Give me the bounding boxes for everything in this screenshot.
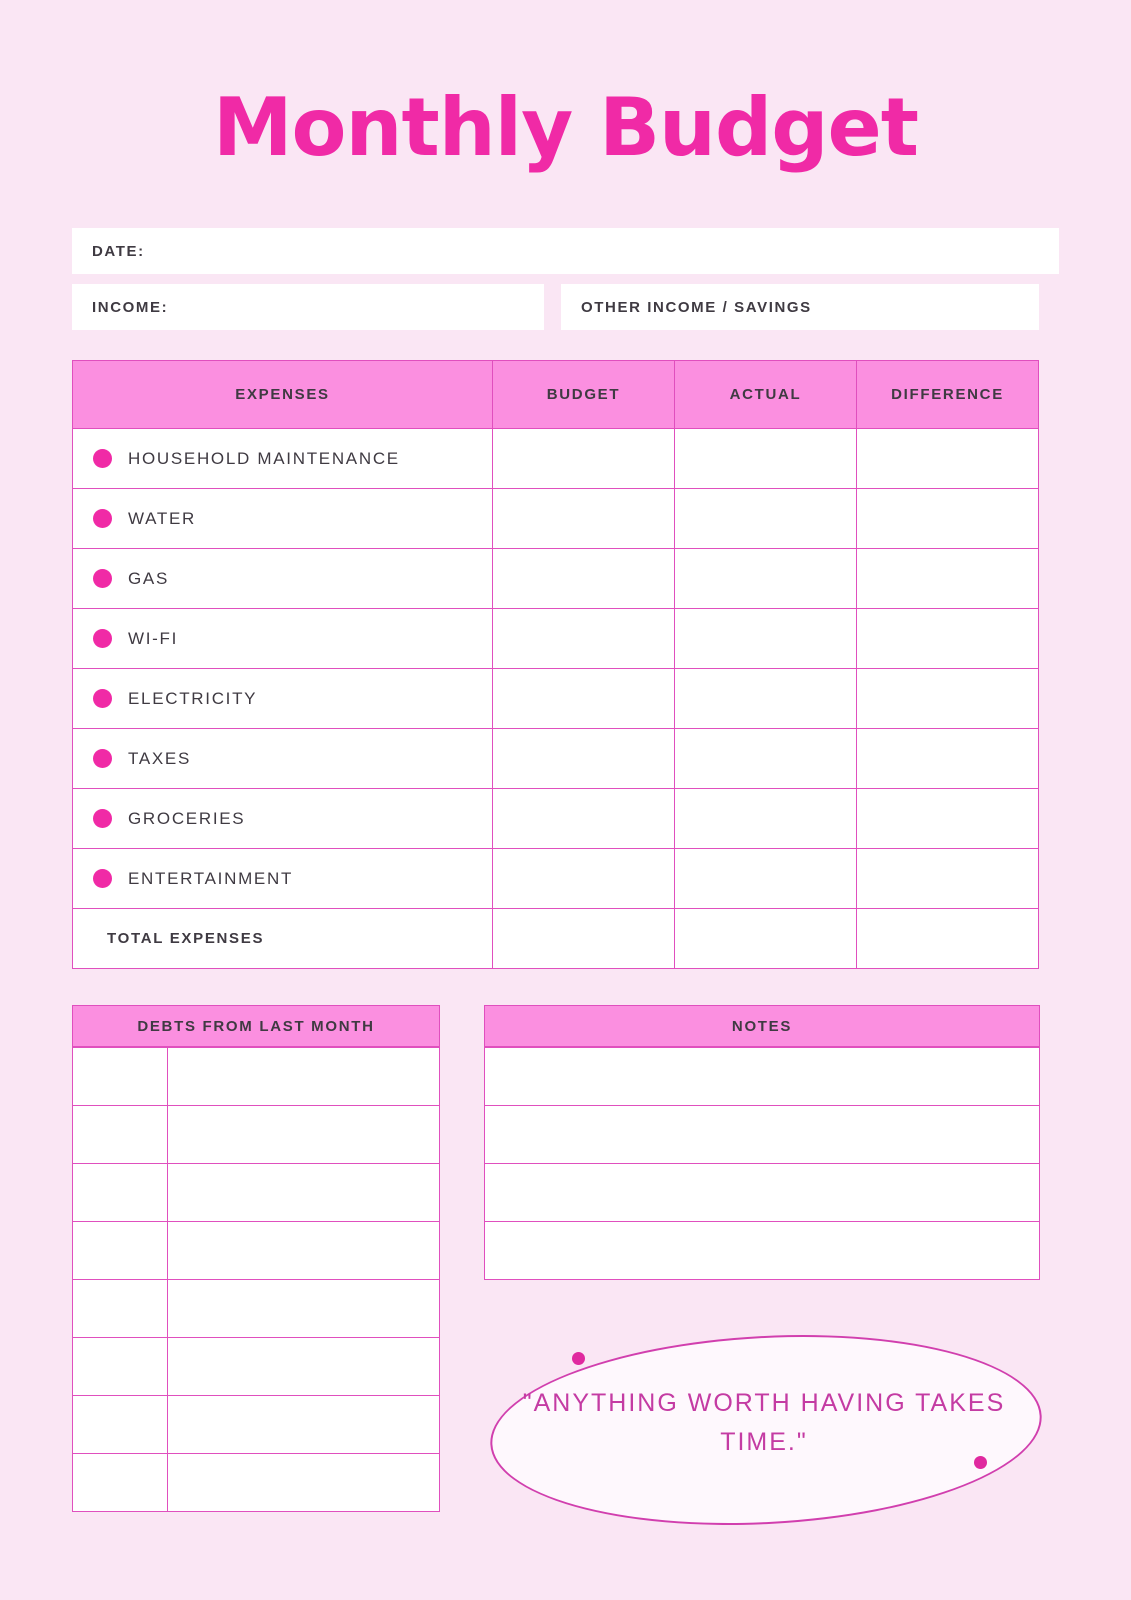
debt-amount-cell[interactable]	[73, 1396, 168, 1454]
expense-name-cell	[73, 429, 493, 489]
expense-budget-cell[interactable]	[493, 429, 675, 489]
expense-actual-cell[interactable]	[675, 849, 857, 909]
note-line-cell[interactable]	[485, 1048, 1040, 1106]
bullet-dot-icon	[93, 629, 112, 648]
total-fill-cell	[493, 909, 675, 969]
income-field[interactable]	[72, 284, 544, 330]
date-field[interactable]	[72, 228, 1059, 274]
debt-description-cell[interactable]	[168, 1338, 440, 1396]
header-actual: ACTUAL	[675, 361, 857, 429]
table-row	[73, 1454, 440, 1512]
note-line-cell[interactable]	[485, 1222, 1040, 1280]
debts-table	[72, 1047, 440, 1512]
table-row	[73, 669, 1039, 729]
expense-budget-cell[interactable]	[493, 789, 675, 849]
bullet-dot-icon	[93, 449, 112, 468]
expense-label: HOUSEHOLD MAINTENANCE	[128, 448, 400, 468]
bullet-dot-icon	[93, 509, 112, 528]
expense-label: GAS	[128, 568, 170, 588]
debt-description-cell[interactable]	[168, 1280, 440, 1338]
notes-panel	[484, 1005, 1040, 1280]
total-fill-cell	[857, 909, 1039, 969]
table-row	[73, 609, 1039, 669]
expense-difference-cell[interactable]	[857, 849, 1039, 909]
table-row	[73, 1280, 440, 1338]
expense-actual-cell[interactable]	[675, 669, 857, 729]
expense-name-cell	[73, 849, 493, 909]
total-fill-cell	[675, 909, 857, 969]
expense-label: WI-FI	[128, 628, 179, 648]
other-income-label: OTHER INCOME / SAVINGS	[581, 298, 812, 316]
debt-amount-cell[interactable]	[73, 1338, 168, 1396]
list-item	[485, 1164, 1040, 1222]
total-row	[73, 909, 1039, 969]
expenses-header-row	[73, 361, 1039, 429]
expense-label: ELECTRICITY	[128, 688, 258, 708]
debts-body	[73, 1048, 440, 1512]
quote-text: "ANYTHING WORTH HAVING TAKES TIME."	[522, 1389, 1006, 1456]
total-expenses-label: TOTAL EXPENSES	[73, 909, 493, 969]
date-field-row	[72, 228, 1059, 274]
expense-name-cell	[73, 489, 493, 549]
expense-label: WATER	[128, 508, 196, 528]
bullet-dot-icon	[93, 689, 112, 708]
note-line-cell[interactable]	[485, 1106, 1040, 1164]
debt-description-cell[interactable]	[168, 1164, 440, 1222]
expense-budget-cell[interactable]	[493, 729, 675, 789]
debt-amount-cell[interactable]	[73, 1048, 168, 1106]
bullet-dot-icon	[93, 869, 112, 888]
bullet-dot-icon	[93, 749, 112, 768]
table-row	[73, 1396, 440, 1454]
expense-difference-cell[interactable]	[857, 729, 1039, 789]
expense-budget-cell[interactable]	[493, 849, 675, 909]
header-budget: BUDGET	[493, 361, 675, 429]
quote-section	[484, 1322, 1040, 1532]
quote-dot-icon	[572, 1352, 585, 1365]
debts-panel	[72, 1005, 440, 1532]
table-row	[73, 1106, 440, 1164]
date-label: DATE:	[92, 242, 145, 260]
bullet-dot-icon	[93, 569, 112, 588]
expense-difference-cell[interactable]	[857, 489, 1039, 549]
notes-table	[484, 1047, 1040, 1280]
list-item	[485, 1048, 1040, 1106]
debt-description-cell[interactable]	[168, 1396, 440, 1454]
expenses-body	[73, 429, 1039, 969]
debt-description-cell[interactable]	[168, 1048, 440, 1106]
expense-actual-cell[interactable]	[675, 609, 857, 669]
table-row	[73, 1164, 440, 1222]
debt-amount-cell[interactable]	[73, 1106, 168, 1164]
expense-actual-cell[interactable]	[675, 429, 857, 489]
header-expenses: EXPENSES	[73, 361, 493, 429]
note-line-cell[interactable]	[485, 1164, 1040, 1222]
list-item	[485, 1106, 1040, 1164]
debt-description-cell[interactable]	[168, 1106, 440, 1164]
header-difference: DIFFERENCE	[857, 361, 1039, 429]
debt-description-cell[interactable]	[168, 1222, 440, 1280]
bottom-section	[72, 1005, 1059, 1532]
expense-name-cell	[73, 729, 493, 789]
expense-label: ENTERTAINMENT	[128, 868, 294, 888]
expense-actual-cell[interactable]	[675, 489, 857, 549]
table-row	[73, 489, 1039, 549]
table-row	[73, 789, 1039, 849]
expense-difference-cell[interactable]	[857, 549, 1039, 609]
table-row	[73, 849, 1039, 909]
expense-difference-cell[interactable]	[857, 609, 1039, 669]
debt-description-cell[interactable]	[168, 1454, 440, 1512]
expense-name-cell	[73, 789, 493, 849]
debt-amount-cell[interactable]	[73, 1280, 168, 1338]
income-label: INCOME:	[92, 298, 169, 316]
debt-amount-cell[interactable]	[73, 1164, 168, 1222]
expense-label: TAXES	[128, 748, 191, 768]
expense-budget-cell[interactable]	[493, 669, 675, 729]
expense-budget-cell[interactable]	[493, 609, 675, 669]
debt-amount-cell[interactable]	[73, 1454, 168, 1512]
table-row	[73, 1048, 440, 1106]
expense-budget-cell[interactable]	[493, 549, 675, 609]
table-row	[73, 549, 1039, 609]
notes-title: NOTES	[484, 1005, 1040, 1047]
table-row	[73, 729, 1039, 789]
expense-difference-cell[interactable]	[857, 429, 1039, 489]
expense-difference-cell[interactable]	[857, 789, 1039, 849]
expenses-table	[72, 360, 1039, 969]
expense-difference-cell[interactable]	[857, 669, 1039, 729]
bullet-dot-icon	[93, 809, 112, 828]
page-title: Monthly Budget	[212, 81, 919, 174]
table-row	[73, 1338, 440, 1396]
notes-body	[485, 1048, 1040, 1280]
expense-actual-cell[interactable]	[675, 549, 857, 609]
table-row	[73, 1222, 440, 1280]
expense-name-cell	[73, 609, 493, 669]
list-item	[485, 1222, 1040, 1280]
income-field-row	[72, 284, 1059, 330]
expense-budget-cell[interactable]	[493, 489, 675, 549]
expense-name-cell	[73, 549, 493, 609]
expense-name-cell	[73, 669, 493, 729]
table-row	[73, 429, 1039, 489]
debt-amount-cell[interactable]	[73, 1222, 168, 1280]
right-column	[484, 1005, 1040, 1532]
debts-title: DEBTS FROM LAST MONTH	[72, 1005, 440, 1047]
expense-actual-cell[interactable]	[675, 789, 857, 849]
expense-actual-cell[interactable]	[675, 729, 857, 789]
expense-label: GROCERIES	[128, 808, 246, 828]
other-income-field[interactable]	[561, 284, 1039, 330]
